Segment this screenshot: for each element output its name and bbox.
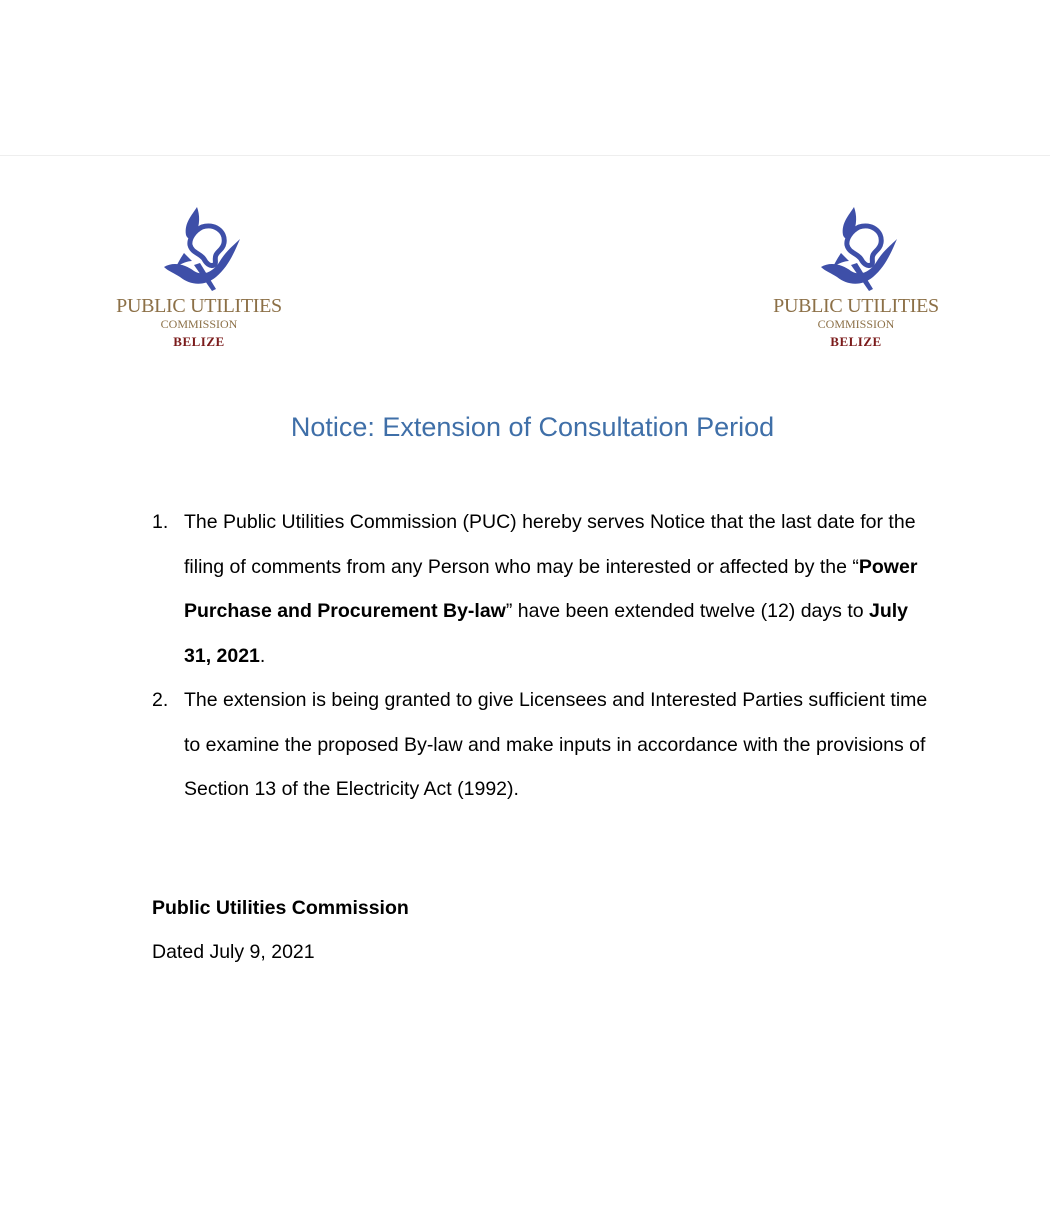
bylaw-name: Power Purchase and Procurement By-law	[184, 555, 918, 622]
item-text-part: ” have been extended twelve (12) days to	[505, 600, 869, 622]
puc-emblem-icon	[811, 205, 901, 293]
deadline-date: July 31, 2021	[184, 600, 909, 667]
list-item	[152, 678, 932, 812]
item-text-part: The Public Utilities Commission (PUC) hereby serves Notice that the last date for the filing of comments from any Person who may be interested or affected by the “	[184, 511, 916, 578]
list-item-number: 1.	[152, 511, 169, 533]
list-item	[152, 500, 932, 678]
list-item-text	[184, 500, 932, 678]
signature-date: Dated July 9, 2021	[152, 941, 315, 963]
puc-logo-right	[771, 205, 941, 355]
logo-text-line3: BELIZE	[173, 334, 225, 349]
logo-text-line1: PUBLIC UTILITIES	[773, 295, 939, 317]
list-item-number: 2.	[152, 689, 169, 711]
puc-emblem-icon	[154, 205, 244, 293]
signature-organization: Public Utilities Commission	[152, 897, 409, 919]
puc-logo-left	[114, 205, 284, 355]
notice-title: Notice: Extension of Consultation Period	[290, 412, 775, 442]
logo-text-line1: PUBLIC UTILITIES	[116, 295, 282, 317]
page-divider	[0, 155, 1050, 156]
logo-text-line2: COMMISSION	[817, 317, 895, 331]
item-text-part: .	[259, 644, 266, 667]
logo-text-line3: BELIZE	[830, 334, 882, 349]
notice-list	[152, 500, 932, 812]
list-item-text: The extension is being granted to give Licensees and Interested Parties sufficient time to examine the proposed By-law and make inputs in accordance with the provisions of Section 13 of the Electricity Act (1992).	[184, 689, 928, 800]
signature-block	[152, 886, 409, 974]
logo-text-line2: COMMISSION	[160, 317, 238, 331]
